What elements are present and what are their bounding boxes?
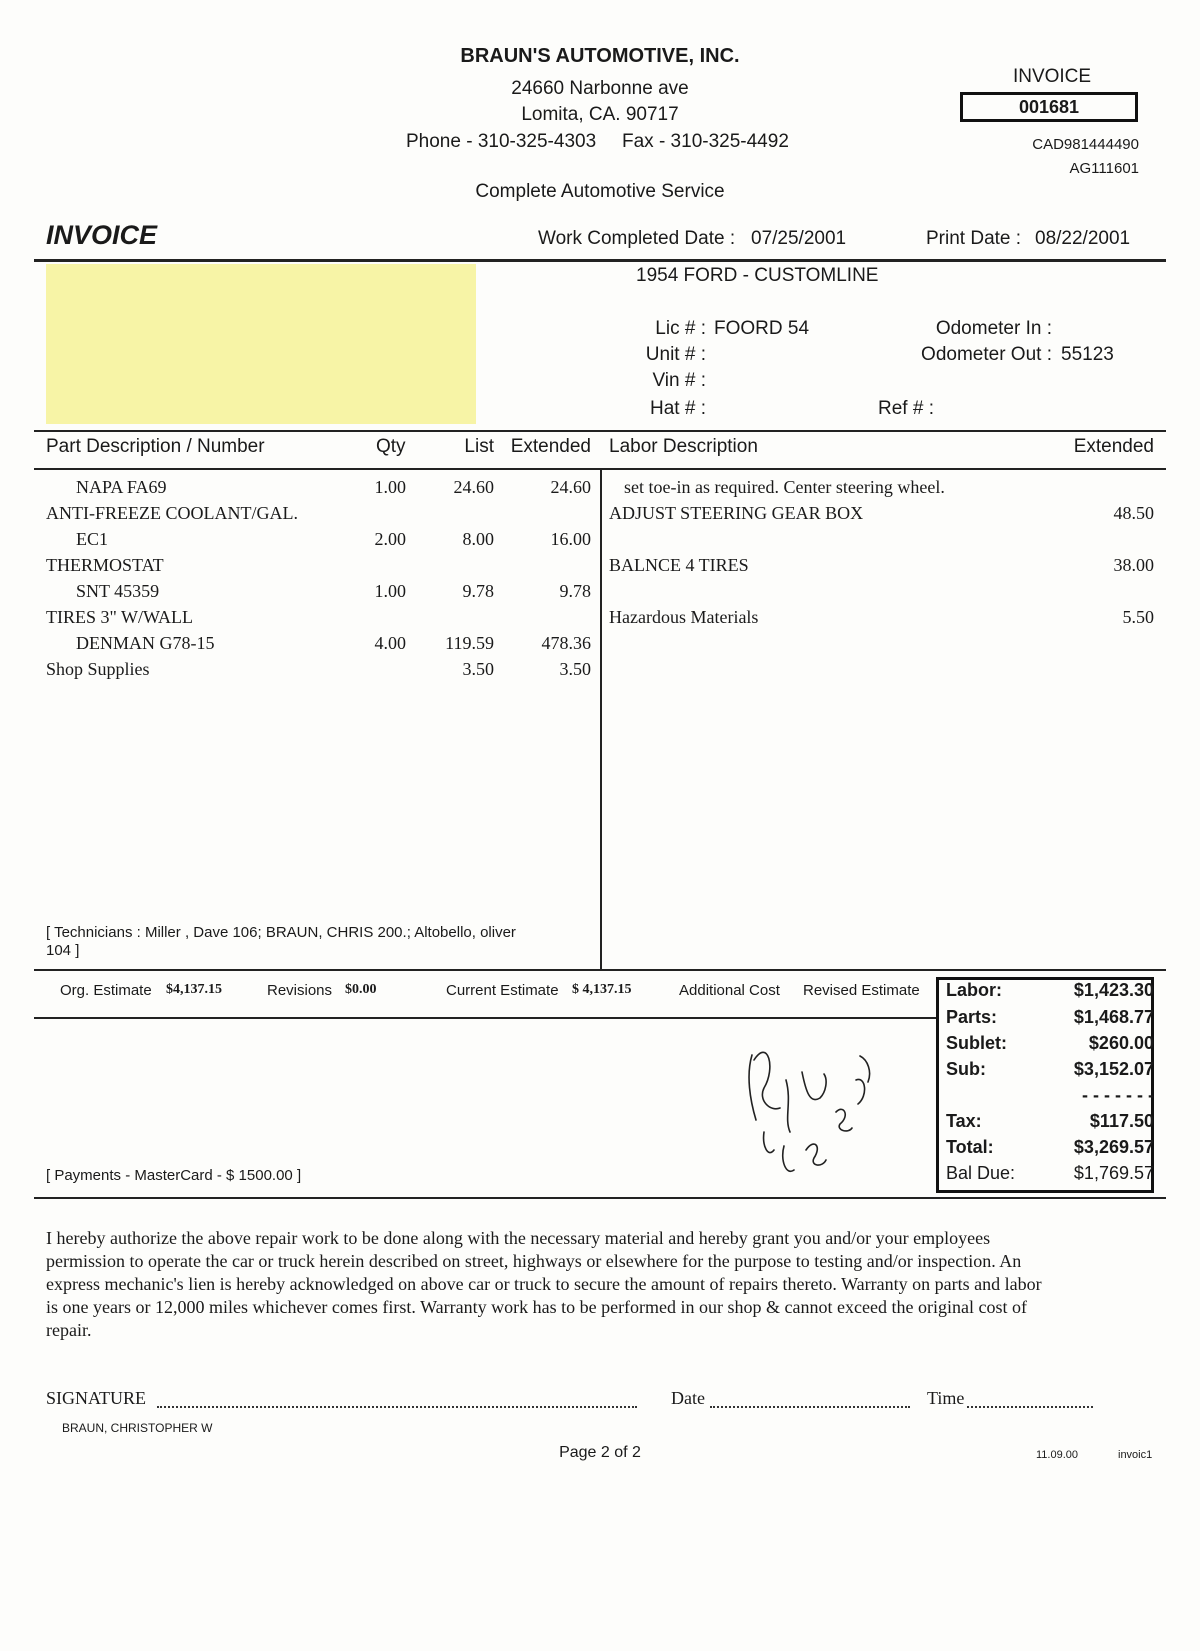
company-street: 24660 Narbonne ave xyxy=(511,78,689,99)
part-row xyxy=(0,659,1200,685)
part-row xyxy=(0,633,1200,659)
unit-label: Unit # : xyxy=(645,344,706,365)
labor-row xyxy=(0,477,1200,503)
col-list-header: List xyxy=(464,436,494,457)
current-estimate-label: Current Estimate xyxy=(446,982,559,999)
odometer-out-value: 55123 xyxy=(1061,344,1114,365)
labor-extended: 48.50 xyxy=(1113,503,1154,523)
form-date: 11.09.00 xyxy=(1036,1449,1079,1461)
page-number: Page 2 of 2 xyxy=(559,1444,641,1461)
lic-label: Lic # : xyxy=(655,318,706,339)
signature-line[interactable] xyxy=(157,1406,637,1408)
invoice-number: 001681 xyxy=(960,92,1138,122)
org-estimate-value: $4,137.15 xyxy=(166,982,222,997)
payments-note: [ Payments - MasterCard - $ 1500.00 ] xyxy=(46,1167,302,1184)
part-description: NAPA FA69 xyxy=(76,477,167,497)
labor-row xyxy=(0,529,1200,555)
totals-balance-value: $1,769.57 xyxy=(1073,1163,1154,1183)
invoice-code-1: CAD981444490 xyxy=(1032,136,1139,153)
hat-label: Hat # : xyxy=(650,398,706,419)
table-top-divider xyxy=(34,430,1166,432)
col-part-header: Part Description / Number xyxy=(46,436,265,457)
part-qty: 2.00 xyxy=(374,529,406,549)
invoice-code-2: AG111601 xyxy=(1069,160,1139,177)
vehicle-description: 1954 FORD - CUSTOMLINE xyxy=(636,265,879,286)
part-description: SNT 45359 xyxy=(76,581,160,601)
company-tagline: Complete Automotive Service xyxy=(475,181,725,202)
part-list-price: 9.78 xyxy=(462,581,494,601)
labor-description: set toe-in as required. Center steering wheel. xyxy=(624,477,945,497)
totals-parts-value: $1,468.77 xyxy=(1073,1007,1154,1027)
totals-sub-value: $3,152.07 xyxy=(1073,1059,1154,1079)
labor-extended: 38.00 xyxy=(1113,555,1154,575)
invoice-box-label: INVOICE xyxy=(1012,66,1092,87)
work-completed-date: 07/25/2001 xyxy=(751,228,847,249)
totals-sublet-row xyxy=(946,1033,1154,1059)
redacted-customer-block xyxy=(46,264,476,424)
totals-balance-label: Bal Due: xyxy=(946,1163,1016,1183)
totals-sublet-label: Sublet: xyxy=(946,1033,1007,1053)
estimate-divider xyxy=(34,1017,936,1019)
totals-balance-row xyxy=(946,1163,1154,1189)
totals-labor-value: $1,423.30 xyxy=(1073,980,1154,1000)
part-list-price: 24.60 xyxy=(453,477,494,497)
totals-sub-label: Sub: xyxy=(946,1059,986,1079)
signature-label: SIGNATURE xyxy=(46,1388,147,1408)
totals-parts-row xyxy=(946,1007,1154,1033)
time-label: Time xyxy=(927,1388,965,1408)
technicians-line-2: 104 ] xyxy=(46,942,80,959)
totals-divider: - - - - - - - xyxy=(1082,1085,1154,1105)
totals-parts-label: Parts: xyxy=(946,1007,998,1027)
signer-name: BRAUN, CHRISTOPHER W xyxy=(62,1421,213,1435)
company-fax: Fax - 310-325-4492 xyxy=(622,131,789,152)
part-description: Shop Supplies xyxy=(46,659,150,679)
totals-total-value: $3,269.57 xyxy=(1073,1137,1154,1157)
date-label: Date xyxy=(671,1388,705,1408)
part-qty: 1.00 xyxy=(374,581,406,601)
totals-labor-row xyxy=(946,980,1154,1006)
col-qty-header: Qty xyxy=(376,436,406,457)
part-list-price: 3.50 xyxy=(462,659,494,679)
part-qty: 4.00 xyxy=(374,633,406,653)
odometer-in-label: Odometer In : xyxy=(935,318,1052,339)
revised-estimate-label: Revised Estimate xyxy=(803,982,920,999)
org-estimate-label: Org. Estimate xyxy=(60,982,152,999)
labor-extended: 5.50 xyxy=(1122,607,1154,627)
company-name: BRAUN'S AUTOMOTIVE, INC. xyxy=(460,45,740,67)
labor-description: BALNCE 4 TIRES xyxy=(609,555,749,575)
totals-total-label: Total: xyxy=(946,1137,994,1157)
vin-label: Vin # : xyxy=(652,370,706,391)
authorization-line-3: express mechanic's lien is hereby acknowledged on above car or truck to secure the amount of repairs thereto. Warranty on parts and labor xyxy=(46,1274,1042,1294)
time-line[interactable] xyxy=(967,1406,1093,1408)
authorization-line-1: I hereby authorize the above repair work to be done along with the necessary material and hereby grant you and/or your employees xyxy=(46,1228,991,1248)
odometer-out-label: Odometer Out : xyxy=(921,344,1052,365)
company-phone: Phone - 310-325-4303 xyxy=(406,131,597,152)
col-extended-header: Extended xyxy=(510,436,591,457)
part-extended: 24.60 xyxy=(550,477,591,497)
handwritten-initials xyxy=(740,1020,890,1180)
current-estimate-value: $ 4,137.15 xyxy=(572,982,632,997)
totals-total-row xyxy=(946,1137,1154,1163)
labor-row xyxy=(0,581,1200,607)
totals-labor-label: Labor: xyxy=(946,980,1002,1000)
col-labor-extended-header: Extended xyxy=(1073,436,1154,457)
labor-description: ADJUST STEERING GEAR BOX xyxy=(609,503,864,523)
technicians-line-1: [ Technicians : Miller , Dave 106; BRAUN, CHRIS 200.; Altobello, oliver xyxy=(46,924,516,941)
revisions-label: Revisions xyxy=(267,982,333,999)
part-extended: 9.78 xyxy=(559,581,591,601)
revisions-value: $0.00 xyxy=(345,982,377,997)
additional-cost-label: Additional Cost xyxy=(679,982,780,999)
part-description: ANTI-FREEZE COOLANT/GAL. xyxy=(46,503,298,523)
part-extended: 478.36 xyxy=(541,633,591,653)
part-qty: 1.00 xyxy=(374,477,406,497)
part-list-price: 119.59 xyxy=(445,633,494,653)
authorization-text xyxy=(46,1227,1170,1342)
totals-tax-row xyxy=(946,1111,1154,1137)
company-city: Lomita, CA. 90717 xyxy=(521,104,679,125)
totals-sub-row xyxy=(946,1059,1154,1085)
labor-row xyxy=(0,503,1200,529)
col-labor-header: Labor Description xyxy=(609,436,758,457)
part-extended: 3.50 xyxy=(559,659,591,679)
table-bottom-divider xyxy=(34,969,1166,971)
labor-row xyxy=(0,607,1200,633)
lic-value: FOORD 54 xyxy=(714,318,810,339)
header-divider xyxy=(34,259,1166,262)
work-completed-label: Work Completed Date : xyxy=(538,228,736,249)
print-date-label: Print Date : xyxy=(926,228,1022,249)
ref-label: Ref # : xyxy=(878,398,934,419)
totals-divider-row xyxy=(946,1085,1154,1111)
part-extended: 16.00 xyxy=(550,529,591,549)
totals-tax-label: Tax: xyxy=(946,1111,982,1131)
labor-description: Hazardous Materials xyxy=(609,607,759,627)
form-name: invoic1 xyxy=(1118,1449,1153,1461)
page-title: INVOICE xyxy=(46,220,158,250)
authorization-line-4: is one years or 12,000 miles whichever comes first. Warranty work has to be performed in our shop & cannot exceed the original cost of xyxy=(46,1297,1027,1317)
part-description: THERMOSTAT xyxy=(46,555,164,575)
part-description: EC1 xyxy=(76,529,109,549)
totals-sublet-value: $260.00 xyxy=(1088,1033,1154,1053)
authorization-line-5: repair. xyxy=(46,1320,92,1340)
payments-divider xyxy=(34,1197,1166,1199)
totals-tax-value: $117.50 xyxy=(1089,1111,1154,1131)
authorization-line-2: permission to operate the car or truck herein described on street, highways or elsewhere for the purpose to testing and/or inspection. An xyxy=(46,1251,1022,1271)
part-description: TIRES 3" W/WALL xyxy=(46,607,193,627)
labor-row xyxy=(0,555,1200,581)
date-line[interactable] xyxy=(710,1406,910,1408)
part-description: DENMAN G78-15 xyxy=(76,633,215,653)
print-date: 08/22/2001 xyxy=(1035,228,1131,249)
part-list-price: 8.00 xyxy=(462,529,494,549)
